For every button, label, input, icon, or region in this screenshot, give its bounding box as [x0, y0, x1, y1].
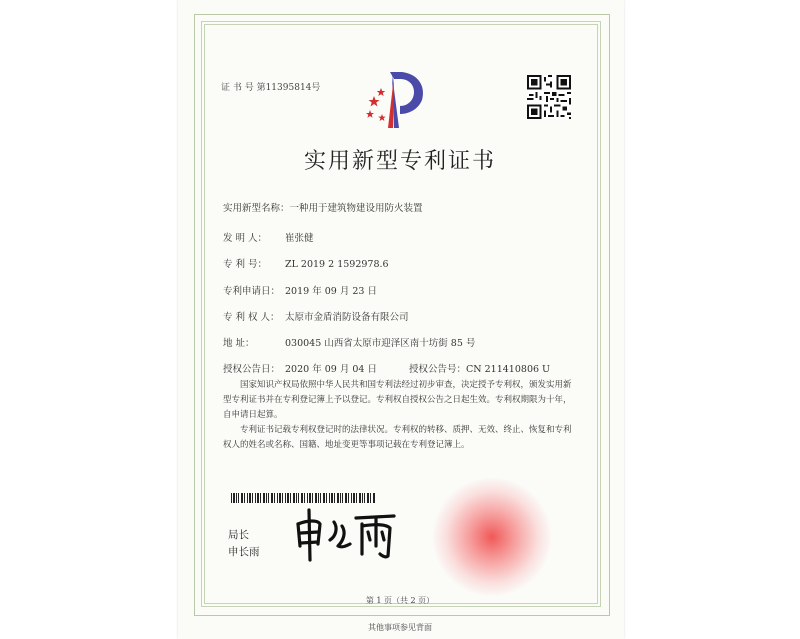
field-value: 2019 年 09 月 23 日 — [285, 286, 377, 297]
field-value: 崔张健 — [285, 233, 314, 244]
field-patentee — [223, 309, 409, 323]
field-filing-date — [223, 283, 377, 297]
barcode-icon — [231, 493, 375, 503]
field-value: 太原市金盾消防设备有限公司 — [285, 312, 409, 323]
field-value: CN 211410806 U — [466, 364, 551, 375]
field-patent-number — [223, 256, 389, 270]
certificate-number: 证 书 号 第11395814号 — [221, 83, 321, 93]
field-label: 授权公告号： — [409, 364, 467, 375]
official-seal-icon — [433, 478, 551, 596]
field-value: 2020 年 09 月 04 日 — [285, 364, 377, 375]
qr-code-icon — [527, 75, 571, 119]
field-label: 地 址： — [223, 338, 255, 349]
field-value: 030045 山西省太原市迎泽区南十坊街 85 号 — [285, 338, 476, 349]
certificate-title: 实用新型专利证书 — [303, 149, 496, 174]
cnipa-logo-icon — [360, 66, 430, 136]
field-address — [223, 335, 475, 349]
field-label: 实用新型名称： — [223, 203, 290, 214]
field-value: 一种用于建筑物建设用防火装置 — [289, 203, 423, 214]
signatory-name: 申长雨 — [228, 546, 260, 558]
field-label: 专利申请日： — [223, 286, 281, 297]
field-label: 专 利 权 人： — [223, 312, 280, 323]
handwritten-signature-icon — [290, 506, 400, 562]
field-label: 发 明 人： — [223, 233, 268, 244]
field-label: 授权公告日： — [223, 364, 281, 375]
signatory-title: 局长 — [228, 529, 249, 541]
field-utility-model-name — [223, 200, 423, 214]
field-inventor — [223, 230, 314, 244]
field-grant-date — [223, 361, 550, 375]
field-value: ZL 2019 2 1592978.6 — [285, 259, 389, 270]
back-note: 其他事项参见背面 — [368, 623, 432, 632]
grant-statement: 国家知识产权局依照中华人民共和国专利法经过初步审查，决定授予专利权，颁发实用新型专利证书并在专利登记簿上予以登记。专利权自授权公告之日起生效。专利权期限为十年，自申请日起算。 — [223, 380, 572, 420]
page-number: 第 1 页（共 2 页） — [365, 596, 435, 605]
field-label: 专 利 号： — [223, 259, 268, 270]
legal-status-statement: 专利证书记载专利权登记时的法律状况。专利权的转移、质押、无效、终止、恢复和专利权人的姓名或名称、国籍、地址变更等事项记载在专利登记簿上。 — [223, 425, 572, 450]
